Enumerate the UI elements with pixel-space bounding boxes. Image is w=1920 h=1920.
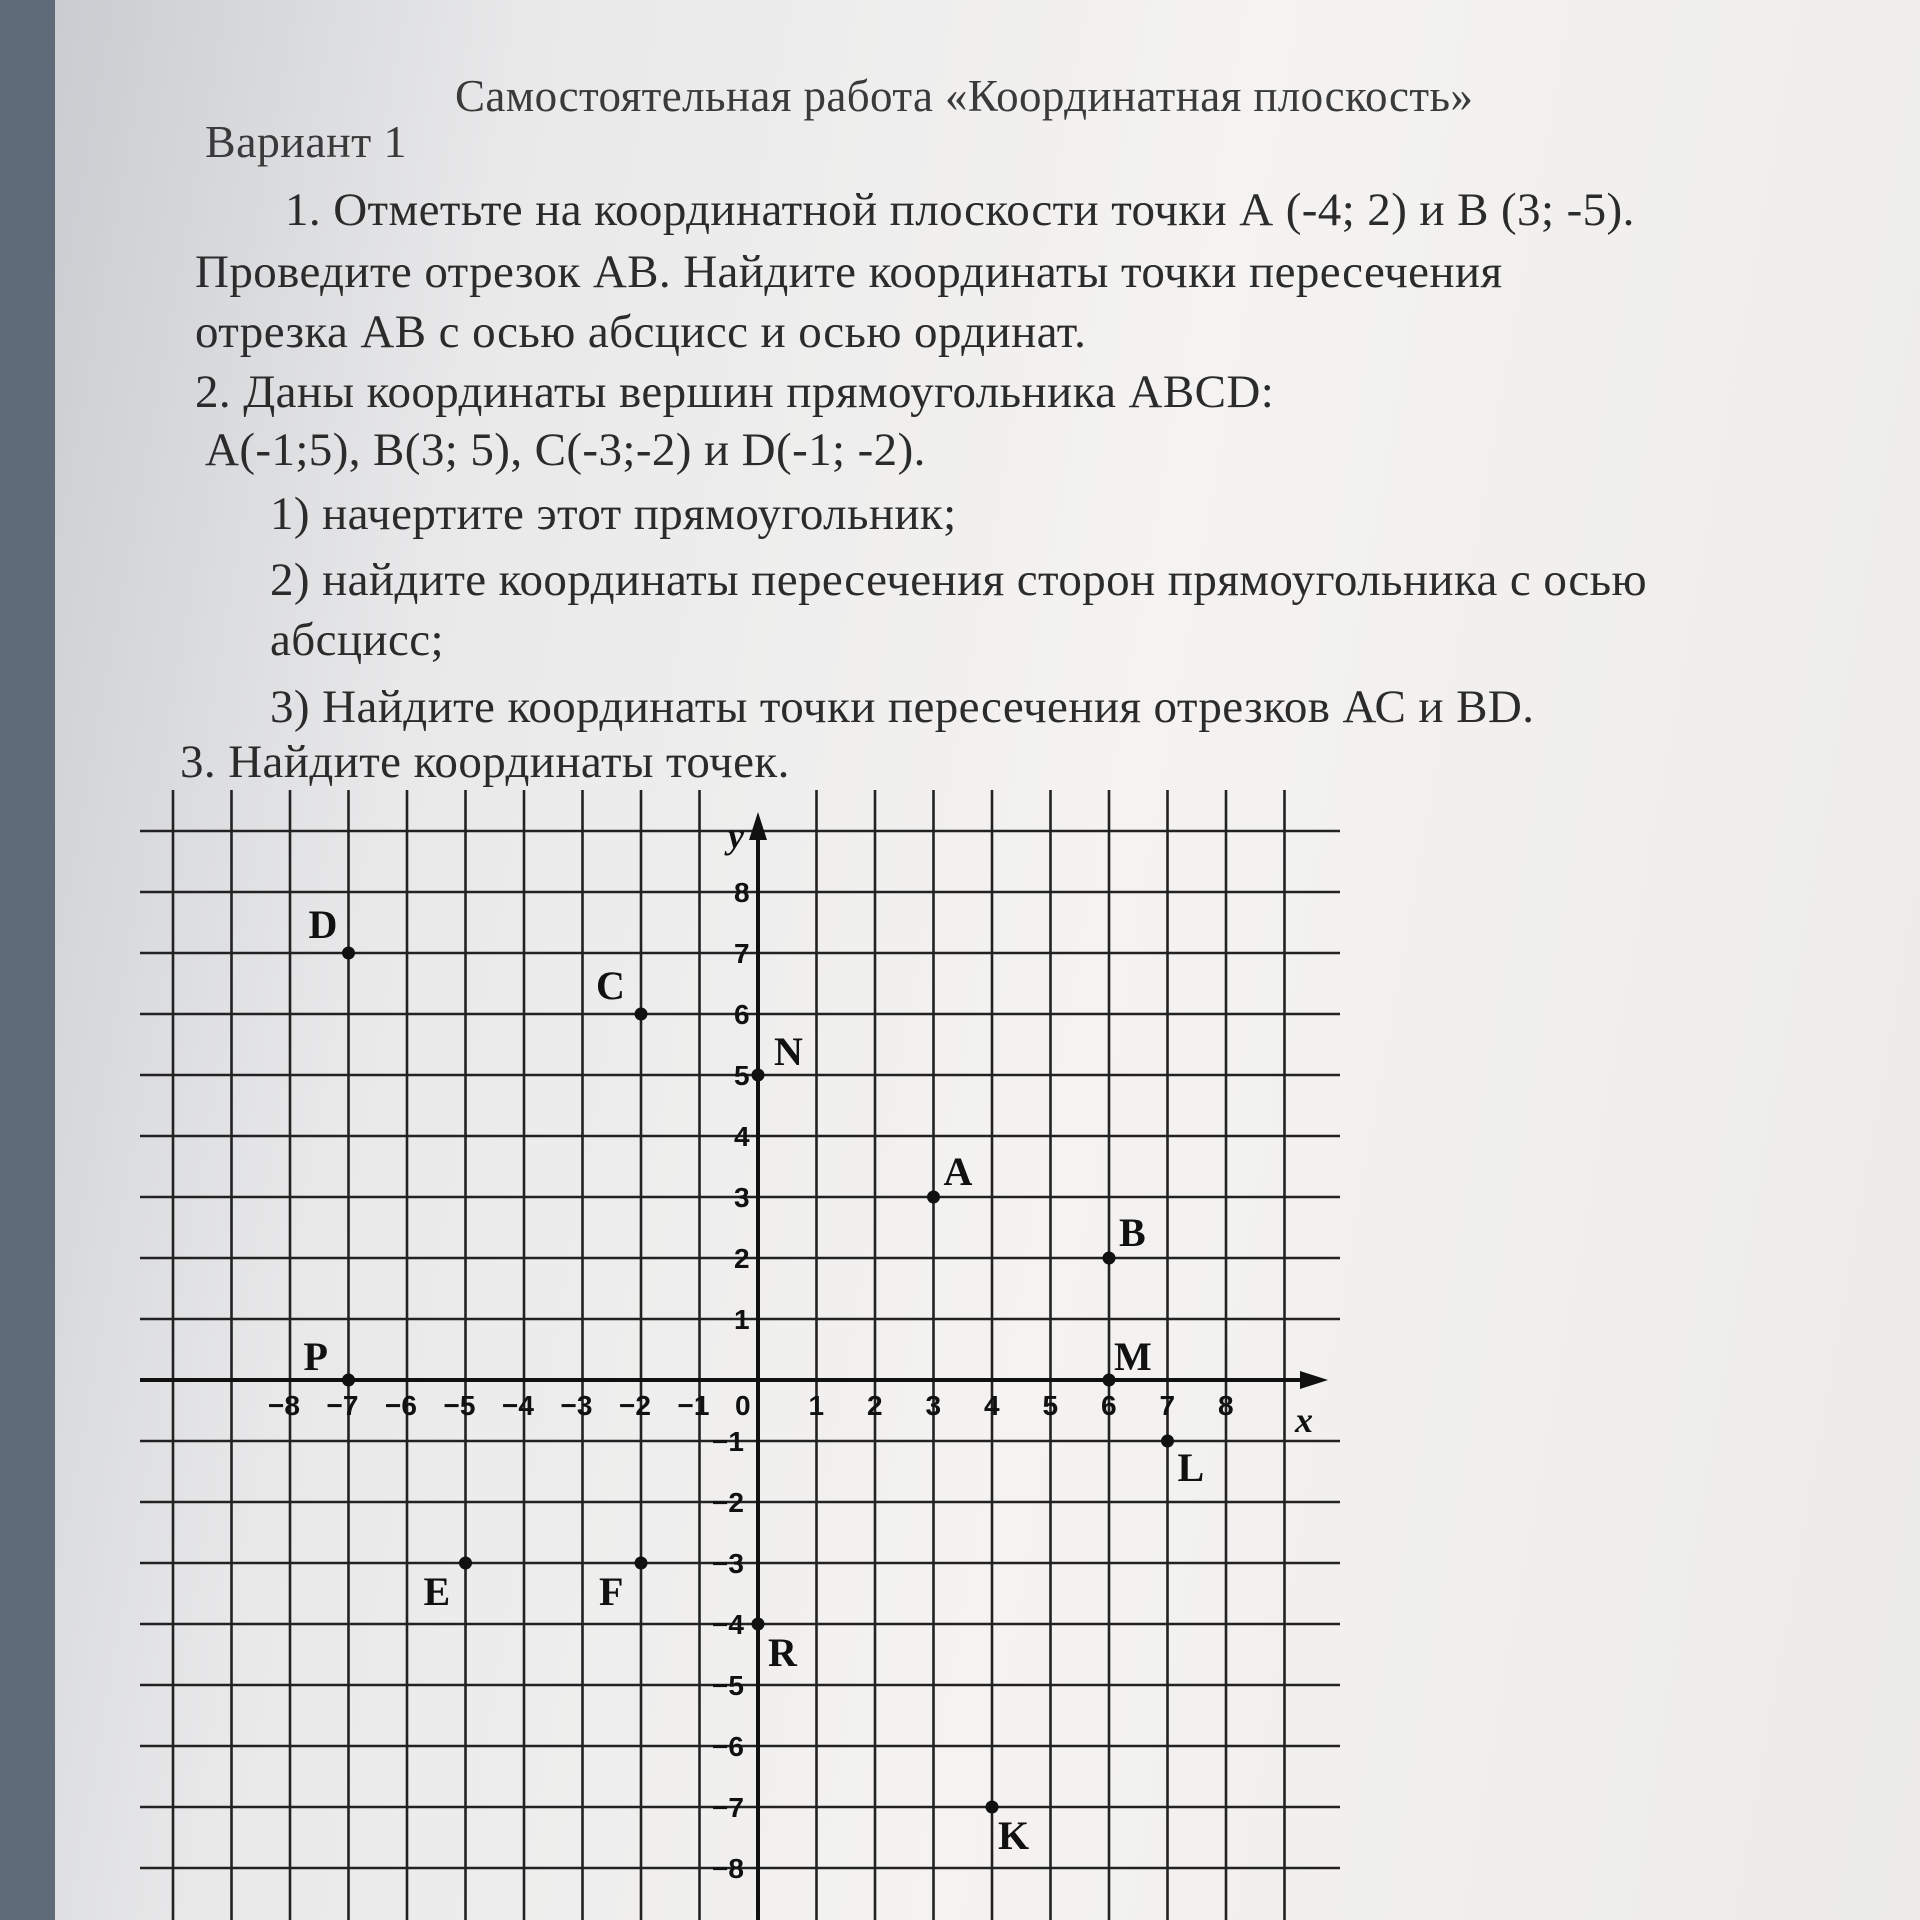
worksheet-heading: Самостоятельная работа «Координатная плоскость» [455, 71, 1474, 121]
task1-line2: Проведите отрезок АВ. Найдите координаты точки пересечения [195, 246, 1503, 298]
x-tick-label: −5 [443, 1390, 476, 1421]
point-l-label: L [1177, 1445, 1205, 1490]
point-p-dot [342, 1374, 355, 1387]
point-a-dot [927, 1191, 940, 1204]
point-e-dot [459, 1557, 472, 1570]
point-d-label: D [308, 902, 338, 947]
x-tick-label: −8 [268, 1390, 300, 1421]
point-b-dot [1103, 1252, 1116, 1265]
x-tick-label: −3 [560, 1390, 593, 1421]
point-c-label: C [596, 963, 625, 1008]
y-axis-arrow-icon [749, 812, 767, 840]
point-l-dot [1161, 1435, 1174, 1448]
point-r-label: R [768, 1630, 797, 1675]
y-tick-label: 3 [734, 1182, 750, 1213]
y-tick-label: 7 [734, 938, 750, 969]
y-axis-label: y [728, 816, 744, 856]
task2-item1: 1) начертите этот прямоугольник; [270, 488, 957, 540]
y-tick-label: −2 [712, 1487, 744, 1518]
x-tick-label: 2 [867, 1390, 883, 1421]
x-tick-label: −4 [502, 1390, 534, 1421]
x-tick-label: 3 [925, 1390, 942, 1421]
variant-label: Вариант 1 [205, 116, 407, 167]
x-tick-label: 4 [984, 1390, 1000, 1421]
task3-line: 3. Найдите координаты точек. [180, 736, 790, 788]
task2-item2-line1: 2) найдите координаты пересечения сторон прямоугольника с осью [270, 554, 1647, 606]
point-n-dot [752, 1069, 765, 1082]
x-tick-label: −1 [677, 1390, 710, 1421]
y-tick-label: 5 [734, 1060, 750, 1091]
y-tick-label: −6 [712, 1731, 744, 1762]
y-tick-label: −7 [712, 1792, 744, 1823]
x-tick-label: −7 [326, 1390, 359, 1421]
task2-line1: 2. Даны координаты вершин прямоугольника ABCD: [195, 366, 1275, 418]
y-tick-label: 1 [734, 1304, 750, 1335]
x-tick-label: 6 [1101, 1390, 1117, 1421]
task2-item3: 3) Найдите координаты точки пересечения отрезков АС и BD. [270, 681, 1535, 733]
point-f-dot [635, 1557, 648, 1570]
y-tick-label: 4 [734, 1121, 750, 1152]
y-tick-label: −3 [712, 1548, 744, 1579]
y-tick-label: −4 [712, 1609, 744, 1640]
x-tick-label: 7 [1159, 1390, 1176, 1421]
task1-line1: 1. Отметьте на координатной плоскости точки А (-4; 2) и В (3; -5). [285, 184, 1635, 236]
task1-line3: отрезка АВ с осью абсцисс и осью ординат. [195, 306, 1087, 358]
y-tick-label: −8 [712, 1853, 744, 1884]
point-m-label: M [1114, 1334, 1152, 1379]
y-tick-label: 6 [734, 999, 750, 1030]
x-tick-label: −6 [385, 1390, 417, 1421]
point-a-label: A [943, 1149, 973, 1194]
point-f-label: F [599, 1569, 624, 1614]
x-tick-label: 8 [1218, 1390, 1234, 1421]
point-p-label: P [303, 1334, 328, 1379]
x-axis-label: x [1295, 1400, 1313, 1440]
point-c-dot [635, 1008, 648, 1021]
point-e-label: E [423, 1569, 451, 1614]
task2-item2-line2: абсцисс; [270, 614, 444, 666]
point-r-dot [752, 1618, 765, 1631]
point-k-dot [986, 1801, 999, 1814]
task2-line2: A(-1;5), B(3; 5), C(-3;-2) и D(-1; -2). [205, 424, 926, 476]
point-b-label: B [1119, 1210, 1146, 1255]
y-tick-label: 2 [734, 1243, 750, 1274]
origin-label: 0 [735, 1390, 751, 1421]
y-tick-label: 8 [734, 877, 750, 908]
point-d-dot [342, 947, 355, 960]
y-tick-label: −1 [712, 1426, 744, 1457]
x-axis-arrow-icon [1300, 1371, 1328, 1389]
x-tick-label: −2 [619, 1390, 651, 1421]
point-k-label: K [998, 1813, 1030, 1858]
y-tick-label: −5 [712, 1670, 744, 1701]
x-tick-label: 1 [808, 1390, 825, 1421]
x-tick-label: 5 [1042, 1390, 1059, 1421]
point-n-label: N [774, 1029, 803, 1074]
